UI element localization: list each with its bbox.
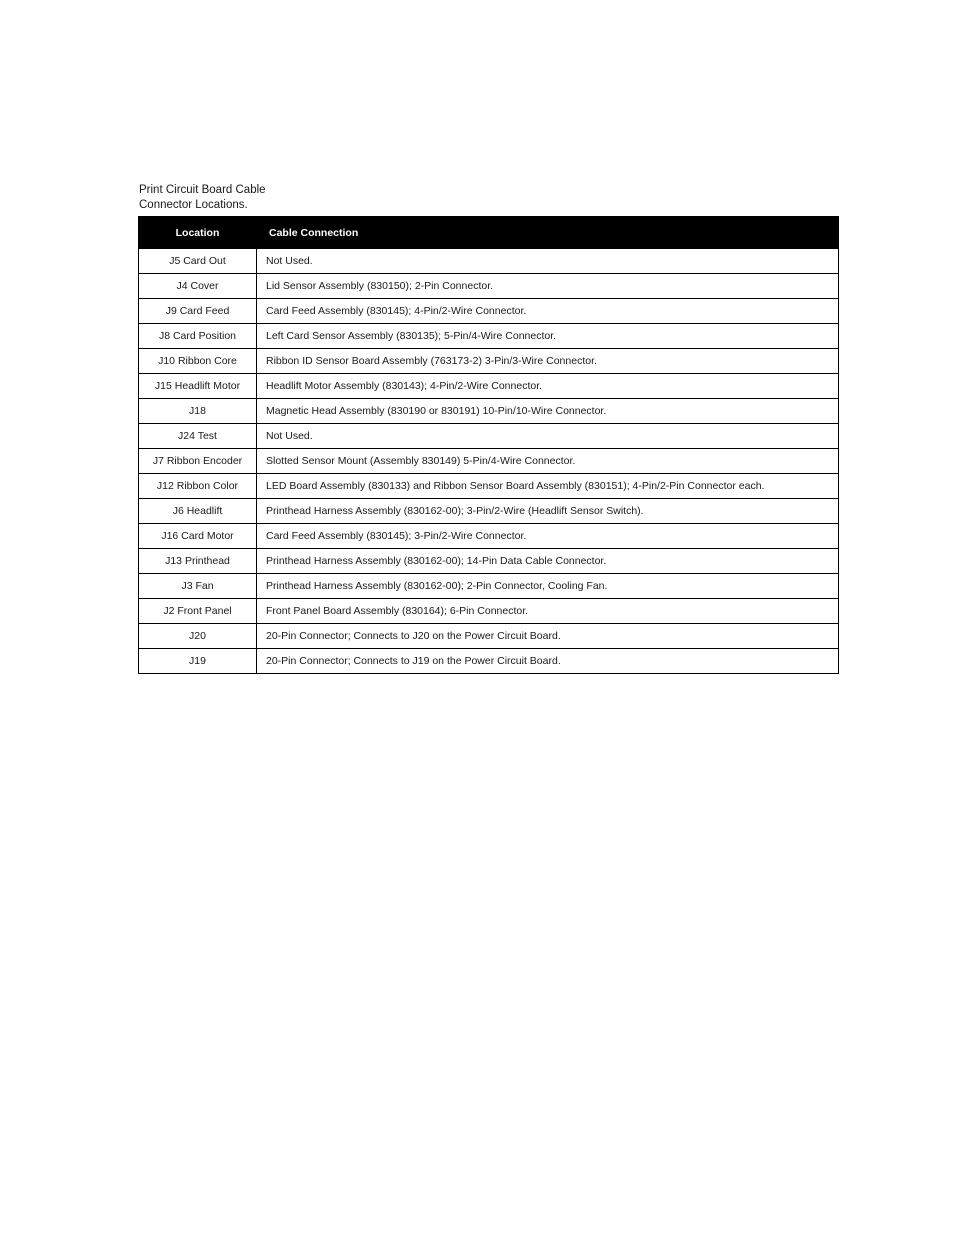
location-cell: J18 xyxy=(139,399,257,424)
header-location: Location xyxy=(139,217,257,249)
caption-line-2: Connector Locations. xyxy=(139,199,248,211)
table-row xyxy=(139,324,839,349)
table-row xyxy=(139,574,839,599)
table-caption xyxy=(139,183,266,213)
table-row xyxy=(139,424,839,449)
location-cell: J5 Card Out xyxy=(139,249,257,274)
connection-cell: LED Board Assembly (830133) and Ribbon Sensor Board Assembly (830151); 4-Pin/2-Pin Connector each. xyxy=(257,474,839,499)
connection-cell: 20-Pin Connector; Connects to J19 on the Power Circuit Board. xyxy=(257,649,839,674)
connection-cell: Printhead Harness Assembly (830162-00); 2-Pin Connector, Cooling Fan. xyxy=(257,574,839,599)
connection-cell: Magnetic Head Assembly (830190 or 830191) 10-Pin/10-Wire Connector. xyxy=(257,399,839,424)
table-row xyxy=(139,449,839,474)
table-row xyxy=(139,624,839,649)
table-row xyxy=(139,474,839,499)
table-row xyxy=(139,274,839,299)
connection-cell: Ribbon ID Sensor Board Assembly (763173-2) 3-Pin/3-Wire Connector. xyxy=(257,349,839,374)
location-cell: J20 xyxy=(139,624,257,649)
table-row xyxy=(139,649,839,674)
connection-cell: Not Used. xyxy=(257,249,839,274)
location-cell: J15 Headlift Motor xyxy=(139,374,257,399)
connection-cell: Front Panel Board Assembly (830164); 6-Pin Connector. xyxy=(257,599,839,624)
connection-cell: Card Feed Assembly (830145); 4-Pin/2-Wire Connector. xyxy=(257,299,839,324)
connection-cell: Lid Sensor Assembly (830150); 2-Pin Connector. xyxy=(257,274,839,299)
caption-line-1: Print Circuit Board Cable xyxy=(139,184,266,196)
table-row xyxy=(139,374,839,399)
location-cell: J2 Front Panel xyxy=(139,599,257,624)
location-cell: J13 Printhead xyxy=(139,549,257,574)
table-row xyxy=(139,349,839,374)
connection-cell: Left Card Sensor Assembly (830135); 5-Pin/4-Wire Connector. xyxy=(257,324,839,349)
connection-cell: Slotted Sensor Mount (Assembly 830149) 5-Pin/4-Wire Connector. xyxy=(257,449,839,474)
location-cell: J16 Card Motor xyxy=(139,524,257,549)
connection-cell: 20-Pin Connector; Connects to J20 on the Power Circuit Board. xyxy=(257,624,839,649)
table-row xyxy=(139,599,839,624)
location-cell: J12 Ribbon Color xyxy=(139,474,257,499)
table-row xyxy=(139,249,839,274)
connection-cell: Headlift Motor Assembly (830143); 4-Pin/2-Wire Connector. xyxy=(257,374,839,399)
location-cell: J19 xyxy=(139,649,257,674)
location-cell: J24 Test xyxy=(139,424,257,449)
connection-cell: Printhead Harness Assembly (830162-00); 3-Pin/2-Wire (Headlift Sensor Switch). xyxy=(257,499,839,524)
location-cell: J3 Fan xyxy=(139,574,257,599)
location-cell: J10 Ribbon Core xyxy=(139,349,257,374)
connection-cell: Printhead Harness Assembly (830162-00); 14-Pin Data Cable Connector. xyxy=(257,549,839,574)
table-header-row xyxy=(139,217,839,249)
table-row xyxy=(139,549,839,574)
location-cell: J6 Headlift xyxy=(139,499,257,524)
header-cable-connection: Cable Connection xyxy=(257,217,839,249)
table-row xyxy=(139,499,839,524)
table-row xyxy=(139,299,839,324)
table-row xyxy=(139,524,839,549)
location-cell: J7 Ribbon Encoder xyxy=(139,449,257,474)
location-cell: J9 Card Feed xyxy=(139,299,257,324)
location-cell: J8 Card Position xyxy=(139,324,257,349)
connection-cell: Not Used. xyxy=(257,424,839,449)
cable-connector-table xyxy=(138,216,839,674)
location-cell: J4 Cover xyxy=(139,274,257,299)
connection-cell: Card Feed Assembly (830145); 3-Pin/2-Wire Connector. xyxy=(257,524,839,549)
table-row xyxy=(139,399,839,424)
